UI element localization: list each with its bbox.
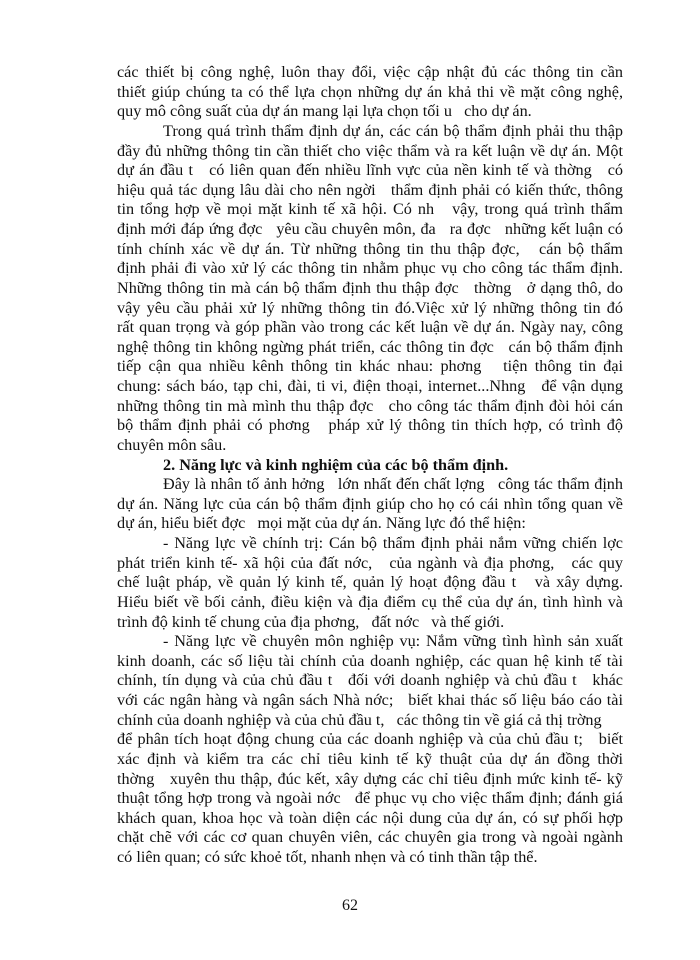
text-line: nghệ thông tin không ngừng phát triển, các thông tin đợc cán bộ thẩm định <box>117 337 623 356</box>
text-line: tiếp cận qua nhiều kênh thông tin khác nhau: phơng tiện thông tin đại <box>117 357 623 376</box>
text-line: trình độ kinh tế chung của địa phơng, đất nớc và thế giới. <box>117 612 505 631</box>
text-line: định phải đi vào xử lý các thông tin nhằm phục vụ cho công tác thẩm định. <box>117 259 623 278</box>
text-line: với các ngân hàng và ngân sách Nhà nớc; biết khai thác số liệu báo cáo tài <box>117 691 623 709</box>
text-line: Những thông tin mà cán bộ thẩm định thu thập đợc thờng ở dạng thô, do <box>117 278 623 297</box>
text-line: chính của doanh nghiệp và của chủ đầu t, các thông tin về giá cả thị trờng <box>117 710 602 729</box>
text-line: Trong quá trình thẩm định dự án, các cán bộ thẩm định phải thu thập <box>163 121 623 140</box>
text-line: bộ thẩm định phải có phơng pháp xử lý thông tin thích hợp, có trình độ <box>117 416 623 435</box>
text-line: các thiết bị công nghệ, luôn thay đổi, việc cập nhật đủ các thông tin cần <box>117 63 623 81</box>
text-line: chế luật pháp, về quản lý kinh tế, quản lý hoạt động đầu t và xây dựng. <box>117 573 623 592</box>
text-line: Đây là nhân tố ảnh hởng lớn nhất đến chất lợng công tác thẩm định <box>163 475 623 494</box>
text-line: dự án đầu t có liên quan đến nhiều lĩnh vực của nền kinh tế và thờng có <box>117 161 623 180</box>
text-line: hiệu quả tác dụng lâu dài cho nên ngời thẩm định phải có kiến thức, thông <box>117 180 623 199</box>
text-line: những thông tin mà mình thu thập đợc cho công tác thẩm định đòi hỏi cán <box>117 396 623 415</box>
text-line: định mới đáp ứng đợc yêu cầu chuyên môn, đa ra đợc những kết luận có <box>117 220 623 238</box>
text-line: dự án. Năng lực của cán bộ thẩm định giúp cho họ có cái nhìn tổng quan về <box>117 494 623 513</box>
text-line: chặt chẽ với các cơ quan chuyên viên, các chuyên gia trong và ngoài ngành <box>117 828 623 847</box>
text-line: thuật tổng hợp trong và ngoài nớc để phục vụ cho việc thẩm định; đánh giá <box>117 789 623 808</box>
text-line: chuyên môn sâu. <box>117 435 227 454</box>
page-number: 62 <box>342 897 358 914</box>
text-line: Hiểu biết về bối cảnh, điều kiện và địa điểm cụ thể của dự án, tình hình và <box>117 592 623 611</box>
text-line: thiết giúp chúng ta có thể lựa chọn những dự án khả thi về mặt công nghệ, <box>117 82 623 101</box>
text-line: - Năng lực về chuyên môn nghiệp vụ: Nắm vững tình hình sản xuất <box>163 632 623 651</box>
text-line: xác định và kiểm tra các chỉ tiêu kinh tế kỹ thuật của dự án đồng thời <box>117 749 623 768</box>
text-line: có liên quan; có sức khoẻ tốt, nhanh nhẹn và có tinh thần tập thể. <box>117 848 538 866</box>
text-line: khách quan, khoa học và toàn diện các nội dung của dự án, có sự phối hợp <box>117 808 623 827</box>
text-line: dự án, hiểu biết đợc mọi mặt của dự án. Năng lực đó thể hiện: <box>117 514 526 533</box>
text-line: vậy yêu cầu phải xử lý những thông tin đó.Việc xử lý những thông tin đó <box>117 298 623 317</box>
text-line: chính, tín dụng và của chủ đầu t đối với doanh nghiệp và chủ đầu t khác <box>117 671 623 690</box>
text-line: tính chính xác về dự án. Từ những thông tin thu thập đợc, cán bộ thẩm <box>117 239 623 258</box>
document-body <box>117 63 623 868</box>
text-line: kinh doanh, các số liệu tài chính của doanh nghiệp, các quan hệ kinh tế tài <box>117 651 623 670</box>
text-line: để phân tích hoạt động chung của các doanh nghiệp và của chủ đầu t; biết <box>117 730 623 749</box>
text-line: chung: sách báo, tạp chi, đài, ti vi, điện thoại, internet...Nhng để vận dụng <box>117 377 623 395</box>
text-line: phát triển kinh tế- xã hội của đất nớc, của ngành và địa phơng, các quy <box>117 553 623 572</box>
text-line: rất quan trọng và góp phần vào trong các kết luận về dự án. Ngày nay, công <box>117 318 623 337</box>
text-line: đầy đủ những thông tin cần thiết cho việc thẩm và ra kết luận về dự án. Một <box>117 141 623 160</box>
text-line: thờng xuyên thu thập, đúc kết, xây dựng các chỉ tiêu định mức kinh tế- kỹ <box>117 769 623 788</box>
section-heading: 2. Năng lực và kinh nghiệm của các bộ thẩm định. <box>163 455 509 474</box>
text-line: tin tổng hợp về mọi mặt kinh tế xã hội. Có nh vậy, trong quá trình thẩm <box>117 200 623 219</box>
text-line: - Năng lực về chính trị: Cán bộ thẩm định phải nắm vững chiến lợc <box>163 534 623 552</box>
text-line: quy mô công suất của dự án mang lại lựa chọn tối u cho dự án. <box>117 102 532 121</box>
